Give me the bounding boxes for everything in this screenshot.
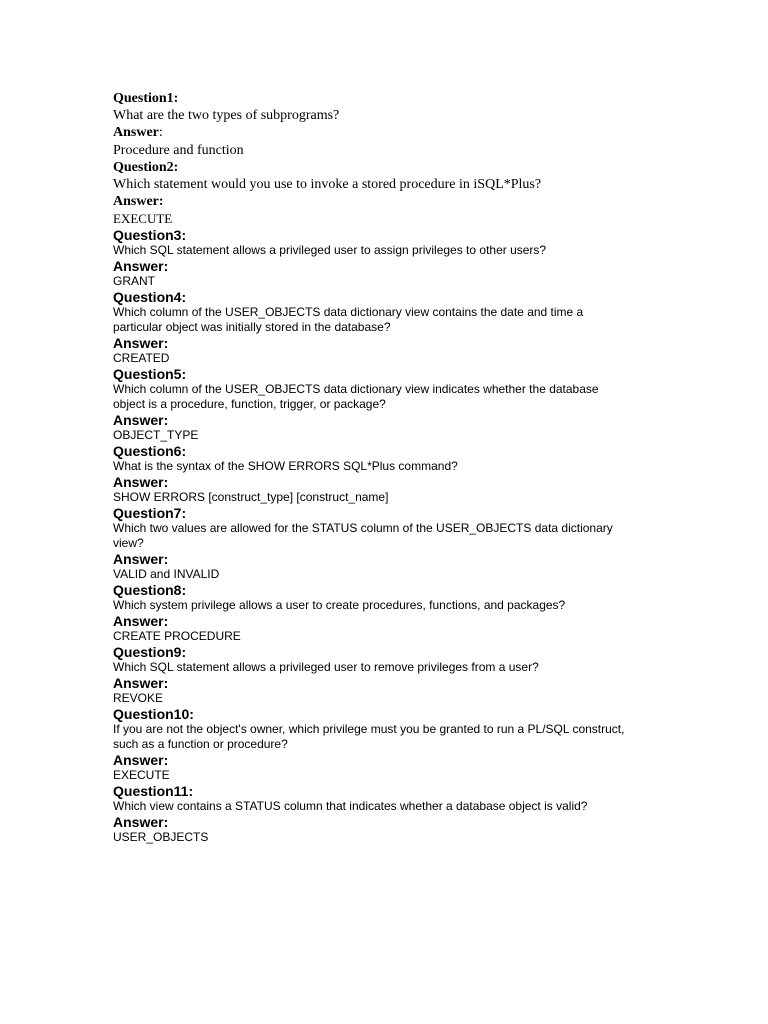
answer-label	[113, 124, 673, 141]
answer-text: SHOW ERRORS [construct_type] [construct_name]	[113, 490, 389, 504]
answer-text: VALID and INVALID	[113, 567, 220, 581]
question-label: Question4:	[113, 289, 187, 305]
question-text: Which statement would you use to invoke a stored procedure in iSQL*Plus?	[113, 177, 542, 192]
question-label: Question6:	[113, 443, 187, 459]
qa-item-9	[113, 644, 673, 706]
question-text: What is the syntax of the SHOW ERRORS SQL*Plus command?	[113, 459, 458, 473]
question-text: Which view contains a STATUS column that indicates whether a database object is valid?	[113, 799, 588, 813]
answer-text: CREATE PROCEDURE	[113, 629, 241, 643]
qa-item-6	[113, 443, 673, 505]
question-label: Question11:	[113, 783, 194, 799]
qa-item-3	[113, 227, 673, 289]
answer-text: Procedure and function	[113, 143, 244, 158]
answer-label: Answer:	[113, 675, 169, 691]
question-text: Which SQL statement allows a privileged user to remove privileges from a user?	[113, 660, 539, 674]
answer-text: CREATED	[113, 351, 170, 365]
answer-text: REVOKE	[113, 691, 164, 705]
qa-item-8	[113, 582, 673, 644]
answer-text: EXECUTE	[113, 768, 170, 782]
answer-label: Answer:	[113, 194, 164, 209]
question-label: Question1:	[113, 91, 179, 106]
question-label: Question8:	[113, 582, 187, 598]
qa-item-2	[113, 159, 673, 227]
question-label: Question9:	[113, 644, 187, 660]
answer-label: Answer:	[113, 814, 169, 830]
answer-label: Answer:	[113, 551, 169, 567]
qa-item-7	[113, 505, 673, 582]
question-label: Question7:	[113, 505, 187, 521]
question-text: Which two values are allowed for the STATUS column of the USER_OBJECTS data dictionary view?	[113, 521, 613, 550]
question-label: Question5:	[113, 366, 187, 382]
question-label: Question10:	[113, 706, 194, 722]
question-text: Which column of the USER_OBJECTS data dictionary view contains the date and time a particular object was initially stored in the database?	[113, 305, 584, 334]
answer-text: OBJECT_TYPE	[113, 428, 199, 442]
answer-text: EXECUTE	[113, 211, 173, 226]
question-label: Question3:	[113, 227, 187, 243]
question-text: Which system privilege allows a user to create procedures, functions, and packages?	[113, 598, 566, 612]
qa-item-10	[113, 706, 673, 783]
answer-label: Answer:	[113, 474, 169, 490]
answer-label: Answer:	[113, 412, 169, 428]
answer-label-colon: :	[158, 125, 163, 140]
question-label: Question2:	[113, 160, 179, 175]
answer-label: Answer:	[113, 258, 169, 274]
qa-item-11	[113, 783, 673, 845]
answer-label: Answer:	[113, 335, 169, 351]
answer-label-text: Answer	[113, 125, 159, 140]
answer-text: USER_OBJECTS	[113, 830, 209, 844]
answer-label: Answer:	[113, 752, 169, 768]
answer-text: GRANT	[113, 274, 155, 288]
question-text: What are the two types of subprograms?	[113, 108, 340, 123]
answer-label: Answer:	[113, 613, 169, 629]
question-text: If you are not the object's owner, which privilege must you be granted to run a PL/SQL construct, such as a function or procedure?	[113, 722, 625, 751]
question-text: Which SQL statement allows a privileged user to assign privileges to other users?	[113, 243, 547, 257]
document-page	[113, 90, 673, 845]
qa-item-4	[113, 289, 673, 366]
question-text: Which column of the USER_OBJECTS data dictionary view indicates whether the database object is a procedure, function, trigger, or package?	[113, 382, 599, 411]
qa-item-5	[113, 366, 673, 443]
qa-item-1	[113, 90, 673, 159]
